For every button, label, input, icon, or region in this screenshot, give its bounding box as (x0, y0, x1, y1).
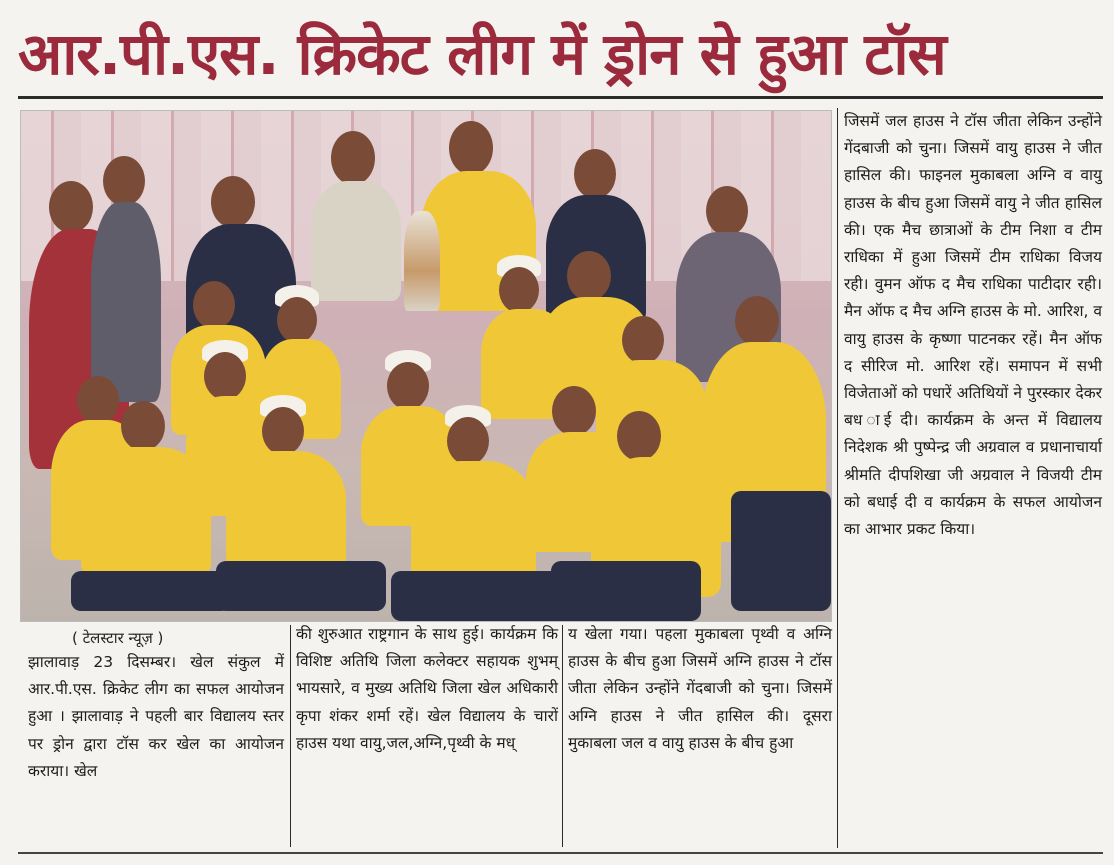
team-photo (20, 110, 832, 622)
trophy (404, 211, 440, 311)
article-text: की शुरुआत राष्ट्रगान के साथ हुई। कार्यक्रम कि विशिष्ट अतिथि जिला कलेक्टर सहायक शुभम् भायसारे, व मुख्य अतिथि जिला खेल अधिकारी कृपा शंकर शर्मा रहें। खेल विद्यालय के चारों हाउस यथा वायु,जल,अग्नि,पृथ्वी के मध् (296, 625, 558, 752)
article-column-3 (568, 621, 832, 757)
headline-rule (18, 96, 1103, 99)
photo-credit: ( टेलस्टार न्यूज़ ) (72, 629, 164, 647)
article-text: य खेला गया। पहला मुकाबला पृथ्वी व अग्नि हाउस के बीच हुआ जिसमें अग्नि हाउस ने टॉस जीता लेकिन उन्होंने गेंदबाजी को चुना। जिसमें अग्नि हाउस ने जीत हासिल की। दूसरा मुकाबला जल व वायु हाउस के बीच हुआ (568, 625, 832, 752)
article-text: जिसमें जल हाउस ने टॉस जीता लेकिन उन्होंने गेंदबाजी को चुना। जिसमें वायु हाउस ने जीत हासिल की। फाइनल मुकाबला अग्नि व वायु हाउस के बीच हुआ जिसमें वायु ने जीत हासिल की। एक मैच छात्राओं के टीम निशा व टीम राधिका में हुआ जिसमें टीम राधिका विजय रही। वुमन ऑफ द मैच राधिका पाटीदार रही। मैन ऑफ द मैच अग्नि हाउस के मो. आरिश, व वायु हाउस के कृष्णा पाटनकर रहें। मैन ऑफ द सीरिज मो. आरिश रहें। समापन में सभी विजेताओं को पधारें अतिथियों ने पुरस्कार देकर बध ाई दी। कार्यक्रम के अन्त में विद्यालय निदेशक श्री पुष्पेन्द्र जी अग्रवाल व प्रधानाचार्या श्रीमति दीपशिखा जी अग्रवाल ने विजयी टीम को बधाई दी व कार्यक्रम के सफल आयोजन का आभार प्रकट किया। (844, 112, 1102, 539)
bottom-rule (18, 852, 1103, 854)
article-column-2 (296, 621, 558, 757)
article-column-4 (844, 108, 1102, 543)
column-divider (290, 625, 291, 847)
headline: आर.पी.एस. क्रिकेट लीग में ड्रोन से हुआ टॉस (18, 20, 946, 88)
column-divider (837, 108, 838, 848)
article-column-1 (28, 649, 284, 785)
article-text: झालावाड़ 23 दिसम्बर। खेल संकुल में आर.पी.एस. क्रिकेट लीग का सफल आयोजन हुआ । झालावाड़ ने पहली बार विद्यालय स्तर पर ड्रोन द्वारा टॉस कर खेल का आयोजन कराया। खेल (28, 653, 284, 780)
column-divider (562, 625, 563, 847)
